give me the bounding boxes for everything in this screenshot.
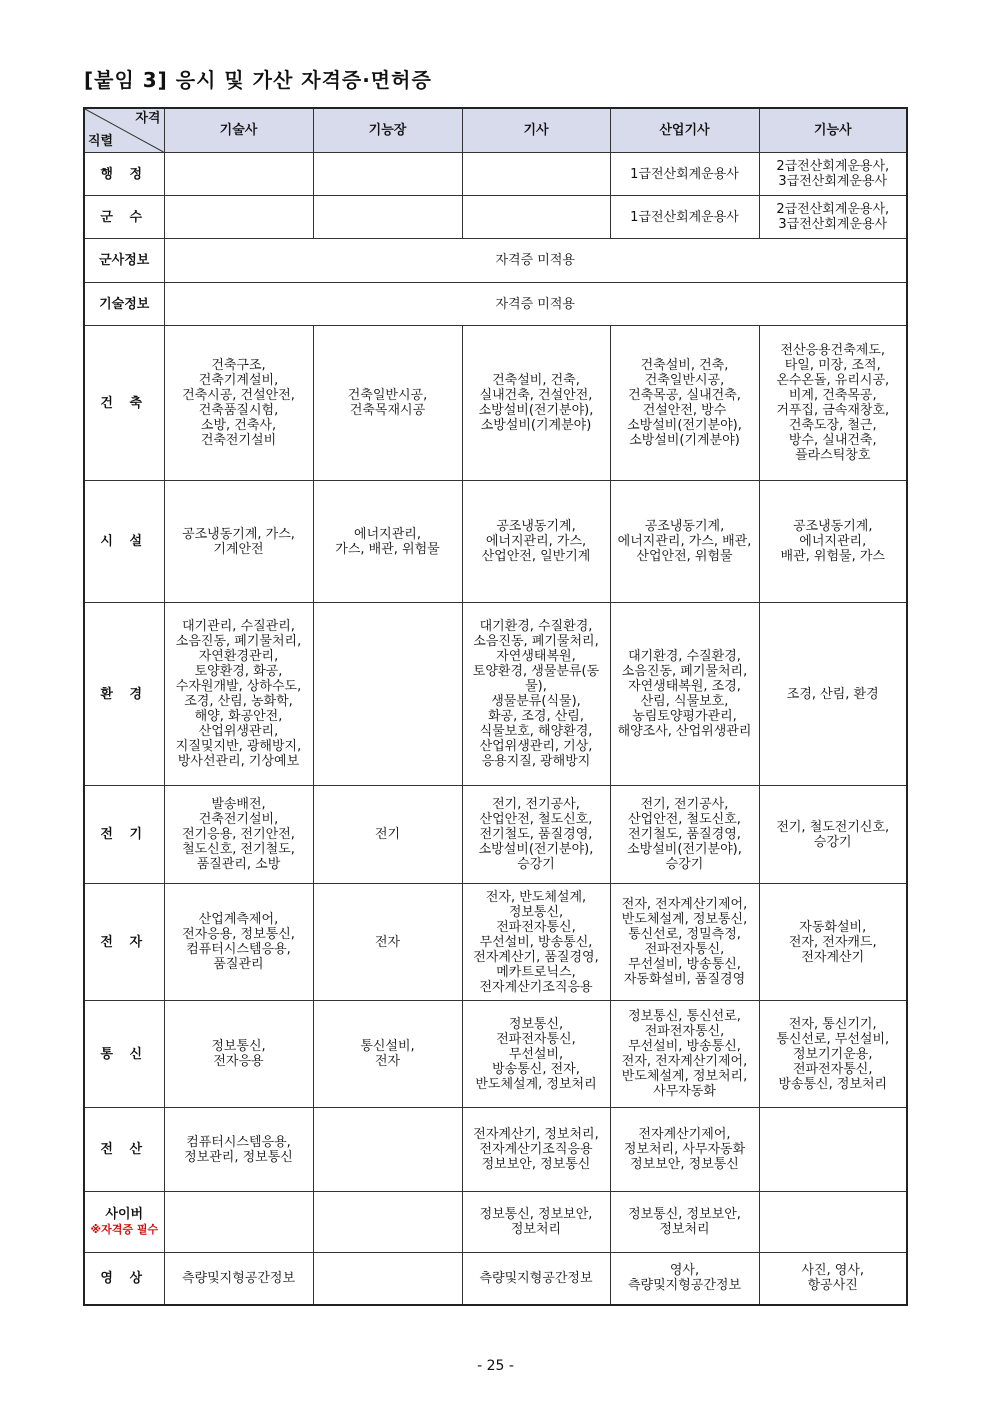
table-row [84, 1192, 907, 1253]
table-cell: 대기관리, 수질관리, 소음진동, 폐기물처리, 자연환경관리, 토양환경, 화공, 수자원개발, 상하수도, 조경, 산림, 농화학, 해양, 화공안전, 산업위생관리, 지질및지반, 광해방지, 방사선관리, 기상예보 [164, 603, 313, 786]
row-label [84, 884, 164, 1001]
column-header: 기능장 [313, 108, 462, 153]
table-cell: 1급전산회계운용사 [610, 196, 759, 239]
corner-label-series: 직렬 [88, 134, 114, 149]
table-cell: 대기환경, 수질환경, 소음진동, 폐기물처리, 자연생태복원, 조경, 산림, 식물보호, 농림토양평가관리, 해양조사, 산업위생관리 [610, 603, 759, 786]
page-title: [붙임 3] 응시 및 가산 자격증·면허증 [84, 68, 432, 92]
table-cell: 건축구조, 건축기계설비, 건축시공, 건설안전, 건축품질시험, 소방, 건축사, 건축전기설비 [164, 326, 313, 481]
page-number: - 25 - [477, 1358, 514, 1374]
row-label [84, 196, 164, 239]
row-label-text: 행 정 [100, 166, 149, 182]
row-label [84, 239, 164, 283]
table-cell: 전기, 철도전기신호, 승강기 [759, 786, 907, 884]
table-cell: 건축일반시공, 건축목재시공 [313, 326, 462, 481]
table-row [84, 283, 907, 326]
row-label [84, 153, 164, 196]
header-corner-cell [84, 108, 164, 153]
table-cell: 전자, 반도체설계, 정보통신, 전파전자통신, 무선설비, 방송통신, 전자계산기, 품질경영, 메카트로닉스, 전자계산기조직응용 [462, 884, 610, 1001]
column-header: 기술사 [164, 108, 313, 153]
row-label-text: 기술정보 [99, 296, 150, 312]
table-cell: 건축설비, 건축, 건축일반시공, 건축목공, 실내건축, 건설안전, 방수 소방설비(전기분야), 소방설비(기계분야) [610, 326, 759, 481]
row-label-text: 전 산 [100, 1142, 149, 1157]
row-label [84, 1001, 164, 1108]
table-row [84, 603, 907, 786]
merged-cell: 자격증 미적용 [164, 239, 907, 283]
table-cell [313, 1108, 462, 1192]
row-label [84, 1253, 164, 1305]
table-cell: 통신설비, 전자 [313, 1001, 462, 1108]
table-cell [462, 153, 610, 196]
row-label-text: 환 경 [100, 686, 149, 702]
table-cell: 조경, 산림, 환경 [759, 603, 907, 786]
table-cell: 1급전산회계운용사 [610, 153, 759, 196]
table-cell: 공조냉동기계, 가스, 기계안전 [164, 481, 313, 603]
row-label [84, 1108, 164, 1192]
table-cell [462, 196, 610, 239]
table-cell: 2급전산회계운용사, 3급전산회계운용사 [759, 153, 907, 196]
row-label-text: 군 수 [100, 209, 149, 225]
table-cell: 공조냉동기계, 에너지관리, 배관, 위험물, 가스 [759, 481, 907, 603]
table-cell: 전기 [313, 786, 462, 884]
table-cell: 사진, 영사, 항공사진 [759, 1253, 907, 1305]
table-cell [313, 196, 462, 239]
row-label-text: 영 상 [100, 1270, 149, 1286]
table-cell [759, 1192, 907, 1253]
table-cell [164, 1192, 313, 1253]
table-cell: 발송배전, 건축전기설비, 전기응용, 전기안전, 철도신호, 전기철도, 품질관리, 소방 [164, 786, 313, 884]
table-cell [313, 1192, 462, 1253]
table-cell: 전기, 전기공사, 산업안전, 철도신호, 전기철도, 품질경영, 소방설비(전기분야), 승강기 [610, 786, 759, 884]
table-row [84, 786, 907, 884]
table-cell: 전기, 전기공사, 산업안전, 철도신호, 전기철도, 품질경영, 소방설비(전기분야), 승강기 [462, 786, 610, 884]
table-cell: 대기환경, 수질환경, 소음진동, 폐기물처리, 자연생태복원, 토양환경, 생물분류(동물), 생물분류(식물), 화공, 조경, 산림, 식물보호, 해양환경, 산업위생관리, 기상, 응용지질, 광해방지 [462, 603, 610, 786]
column-header: 기사 [462, 108, 610, 153]
certificate-table [83, 107, 908, 1306]
column-header: 기능사 [759, 108, 907, 153]
table-row [84, 196, 907, 239]
row-label-text: 전 자 [100, 934, 149, 950]
row-label-text: 전 기 [100, 827, 149, 842]
row-label-text: 건 축 [100, 395, 149, 411]
table-cell: 정보통신, 전자응용 [164, 1001, 313, 1108]
row-label-text: 군사정보 [99, 253, 150, 268]
row-label [84, 1192, 164, 1253]
table-cell [313, 153, 462, 196]
table-cell: 측량및지형공간정보 [164, 1253, 313, 1305]
table-cell: 산업계측제어, 전자응용, 정보통신, 컴퓨터시스템응용, 품질관리 [164, 884, 313, 1001]
table-cell: 영사, 측량및지형공간정보 [610, 1253, 759, 1305]
table-cell [164, 196, 313, 239]
table-cell: 전자 [313, 884, 462, 1001]
table-row [84, 326, 907, 481]
table-row [84, 884, 907, 1001]
table-cell: 컴퓨터시스템응용, 정보관리, 정보통신 [164, 1108, 313, 1192]
table-cell: 정보통신, 통신선로, 전파전자통신, 무선설비, 방송통신, 전자, 전자계산기제어, 반도체설계, 정보처리, 사무자동화 [610, 1001, 759, 1108]
table-row [84, 1001, 907, 1108]
table-cell: 전자, 통신기기, 통신선로, 무선설비, 정보기기운용, 전파전자통신, 방송통신, 정보처리 [759, 1001, 907, 1108]
table-cell: 전자계산기, 정보처리, 전자계산기조직응용 정보보안, 정보통신 [462, 1108, 610, 1192]
table-cell: 전산응용건축제도, 타일, 미장, 조적, 온수온돌, 유리시공, 비계, 건축목공, 거푸집, 금속재창호, 건축도장, 철근, 방수, 실내건축, 플라스틱창호 [759, 326, 907, 481]
table-cell [313, 603, 462, 786]
table-cell: 2급전산회계운용사, 3급전산회계운용사 [759, 196, 907, 239]
table-cell: 전자계산기제어, 정보처리, 사무자동화 정보보안, 정보통신 [610, 1108, 759, 1192]
table-row [84, 153, 907, 196]
table-cell [313, 1253, 462, 1305]
table-cell: 정보통신, 정보보안, 정보처리 [462, 1192, 610, 1253]
merged-cell: 자격증 미적용 [164, 283, 907, 326]
row-label [84, 786, 164, 884]
row-label [84, 283, 164, 326]
column-header: 산업기사 [610, 108, 759, 153]
table-header-row [84, 108, 907, 153]
table-cell: 측량및지형공간정보 [462, 1253, 610, 1305]
row-label [84, 603, 164, 786]
table-cell: 에너지관리, 가스, 배관, 위험물 [313, 481, 462, 603]
row-label [84, 481, 164, 603]
row-label-text: 사이버 [105, 1207, 144, 1222]
table-row [84, 1253, 907, 1305]
table-cell: 전자, 전자계산기제어, 반도체설계, 정보통신, 통신선로, 정밀측정, 전파전자통신, 무선설비, 방송통신, 자동화설비, 품질경영 [610, 884, 759, 1001]
table-cell: 정보통신, 전파전자통신, 무선설비, 방송통신, 전자, 반도체설계, 정보처리 [462, 1001, 610, 1108]
table-cell: 공조냉동기계, 에너지관리, 가스, 배관, 산업안전, 위험물 [610, 481, 759, 603]
row-label-text: 시 설 [100, 534, 149, 549]
table-cell [164, 153, 313, 196]
row-label-text: 통 신 [100, 1046, 149, 1062]
table-cell: 정보통신, 정보보안, 정보처리 [610, 1192, 759, 1253]
required-note: ※자격증 필수 [90, 1223, 159, 1236]
table-cell: 자동화설비, 전자, 전자캐드, 전자계산기 [759, 884, 907, 1001]
table-cell: 공조냉동기계, 에너지관리, 가스, 산업안전, 일반기계 [462, 481, 610, 603]
table-row [84, 1108, 907, 1192]
table-cell: 건축설비, 건축, 실내건축, 건설안전, 소방설비(전기분야), 소방설비(기계분야) [462, 326, 610, 481]
table-cell [759, 1108, 907, 1192]
table-row [84, 481, 907, 603]
corner-label-qualification: 자격 [135, 111, 161, 126]
row-label [84, 326, 164, 481]
table-row [84, 239, 907, 283]
